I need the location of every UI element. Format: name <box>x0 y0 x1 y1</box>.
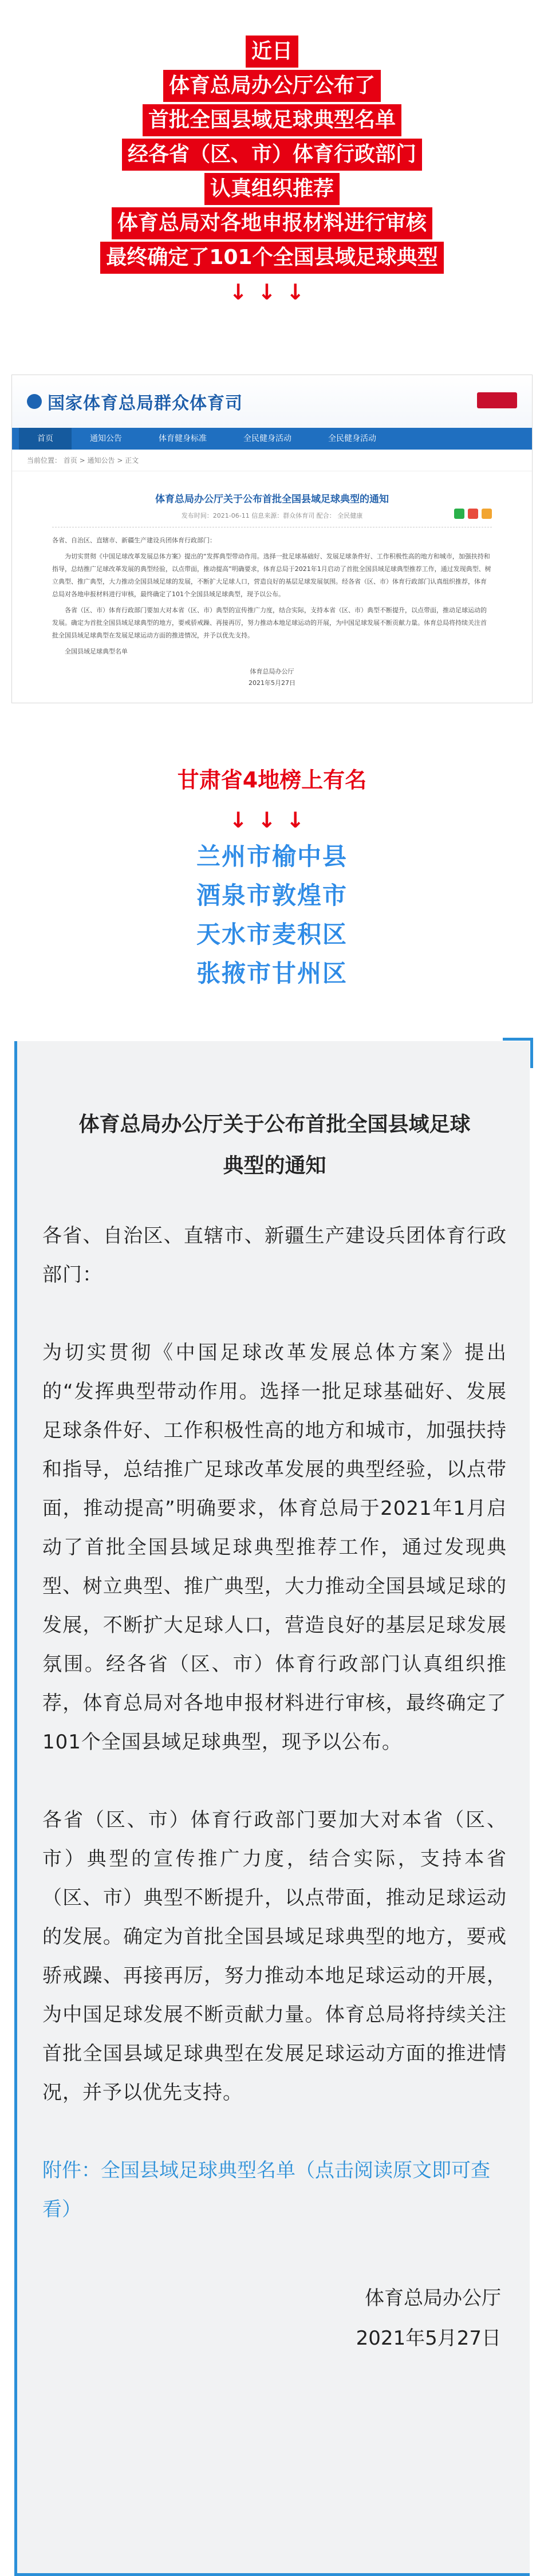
site-sign-date: 2021年5月27日 <box>249 679 295 687</box>
qzone-share-icon[interactable] <box>482 509 492 519</box>
headline-line: 最终确定了101个全国县域足球典型 <box>100 242 443 274</box>
county-name: 张掖市甘州区 <box>196 959 348 987</box>
site-paragraph: 全国县域足球典型名单 <box>65 648 128 655</box>
share-icons <box>454 509 492 519</box>
site-paragraph: 各省（区、市）体育行政部门要加大对本省（区、市）典型的宣传推广力度，结合实际，支持本省（区、市）典型不断提升，以点带面，推动足球运动的发展。确定为首批全国县域足球典型的地方，要戒骄戒躁、再接再厉，努力推动本地足球运动的开展，为中国足球发展不断贡献力量。体育总局将持续关注首批全国县域足球典型在发展足球运动方面的推进情况，并予以优先支持。 <box>52 606 487 639</box>
site-nav-item[interactable]: 通知公告 <box>90 434 122 443</box>
site-meta-text: 发布时间：2021-06-11 信息来源：群众体育司 配合： 全民健康 <box>181 512 363 519</box>
headline-line: 体育总局办公厅公布了 <box>163 70 381 102</box>
site-article <box>12 471 532 703</box>
county-name: 天水市麦积区 <box>196 920 348 948</box>
headline-line: 首批全国县域足球典型名单 <box>143 104 401 136</box>
site-sign-org: 体育总局办公厅 <box>250 668 294 675</box>
site-logo-icon <box>27 394 42 409</box>
site-article-text <box>52 534 492 658</box>
headline-line: 经各省（区、市）体育行政部门 <box>122 139 422 171</box>
site-nav-item[interactable]: 体育健身标准 <box>159 434 207 443</box>
site-header <box>12 375 532 428</box>
headline-line: 近日 <box>246 36 298 68</box>
notice-card <box>14 1041 530 2576</box>
site-nav-item[interactable]: 首页 <box>19 428 72 450</box>
notice-title-line: 典型的通知 <box>223 1154 326 1177</box>
down-arrows-icon: ↓↓↓ <box>229 279 315 305</box>
notice-paragraph: 各省（区、市）体育行政部门要加大对本省（区、市）典型的宣传推广力度，结合实际，支持本省（区、市）典型不断提升，以点带面，推动足球运动的发展。确定为首批全国县域足球典型的地方，要戒骄戒躁、再接再厉，努力推动本地足球运动的开展，为中国足球发展不断贡献力量。体育总局将持续关注首批全国县域足球典型在发展足球运动方面的推进情况，并予以优先支持。 <box>42 1809 507 2104</box>
notice-salutation: 各省、自治区、直辖市、新疆生产建设兵团体育行政部门： <box>42 1224 507 1286</box>
gansu-section <box>0 763 544 993</box>
county-name: 酒泉市敦煌市 <box>196 881 348 909</box>
gansu-title: 甘肃省4地榜上有名 <box>177 767 367 793</box>
site-nav-item[interactable]: 全民健身活动 <box>243 434 291 443</box>
notice-title <box>42 1104 507 1187</box>
site-emblem-icon <box>477 392 517 408</box>
headline-block <box>0 0 544 312</box>
card-corner-decoration <box>503 1038 533 1068</box>
attachment-link[interactable]: 附件：全国县域足球典型名单（点击阅读原文即可查看） <box>42 2159 490 2221</box>
notice-paragraph: 为切实贯彻《中国足球改革发展总体方案》提出的“发挥典型带动作用。选择一批足球基础好、发展足球条件好、工作积极性高的地方和城市，加强扶持和指导，总结推广足球改革发展的典型经验，以点带面，推动提高”明确要求，体育总局于2021年1月启动了首批全国县域足球典型推荐工作，通过发现典型、树立典型、推广典型，大力推动全国县域足球的发展，不断扩大足球人口，营造良好的基层足球发展氛围。经各省（区、市）体育行政部门认真组织推荐，体育总局对各地申报材料进行审核，最终确定了101个全国县域足球典型，现予以公布。 <box>42 1341 507 1754</box>
website-screenshot <box>11 375 533 703</box>
breadcrumb: 当前位置： 首页 > 通知公告 > 正文 <box>12 450 532 471</box>
notice-sign-org: 体育总局办公厅 <box>365 2287 501 2310</box>
wechat-share-icon[interactable] <box>454 509 464 519</box>
site-name: 国家体育总局群众体育司 <box>48 393 243 413</box>
headline-line: 体育总局对各地申报材料进行审核 <box>112 207 432 239</box>
site-paragraph: 为切实贯彻《中国足球改革发展总体方案》提出的“发挥典型带动作用。选择一批足球基础好、发展足球条件好、工作积极性高的地方和城市，加强扶持和指导，总结推广足球改革发展的典型经验，以点带面，推动提高”明确要求，体育总局于2021年1月启动了首批全国县域足球典型推荐工作，通过发现典型、树立典型、推广典型，大力推动全国县域足球的发展，不断扩大足球人口，营造良好的基层足球发展氛围。经各省（区、市）体育行政部门认真组织推荐，体育总局对各地申报材料进行审核，最终确定了101个全国县域足球典型，现予以公布。 <box>52 553 491 598</box>
notice-signature <box>42 2278 507 2358</box>
site-signature <box>52 666 492 689</box>
notice-sign-date: 2021年5月27日 <box>356 2327 501 2350</box>
weibo-share-icon[interactable] <box>468 509 478 519</box>
site-paragraph: 各省、自治区、直辖市、新疆生产建设兵团体育行政部门： <box>52 537 216 544</box>
notice-title-line: 体育总局办公厅关于公布首批全国县域足球 <box>78 1113 471 1136</box>
site-nav-item[interactable]: 全民健身活动 <box>328 434 376 443</box>
site-nav <box>12 428 532 450</box>
headline-line: 认真组织推荐 <box>204 173 340 205</box>
site-article-meta <box>52 511 492 527</box>
down-arrows-icon: ↓↓↓ <box>229 808 315 833</box>
county-name: 兰州市榆中县 <box>196 842 348 871</box>
site-article-title: 体育总局办公厅关于公布首批全国县域足球典型的通知 <box>155 494 389 505</box>
